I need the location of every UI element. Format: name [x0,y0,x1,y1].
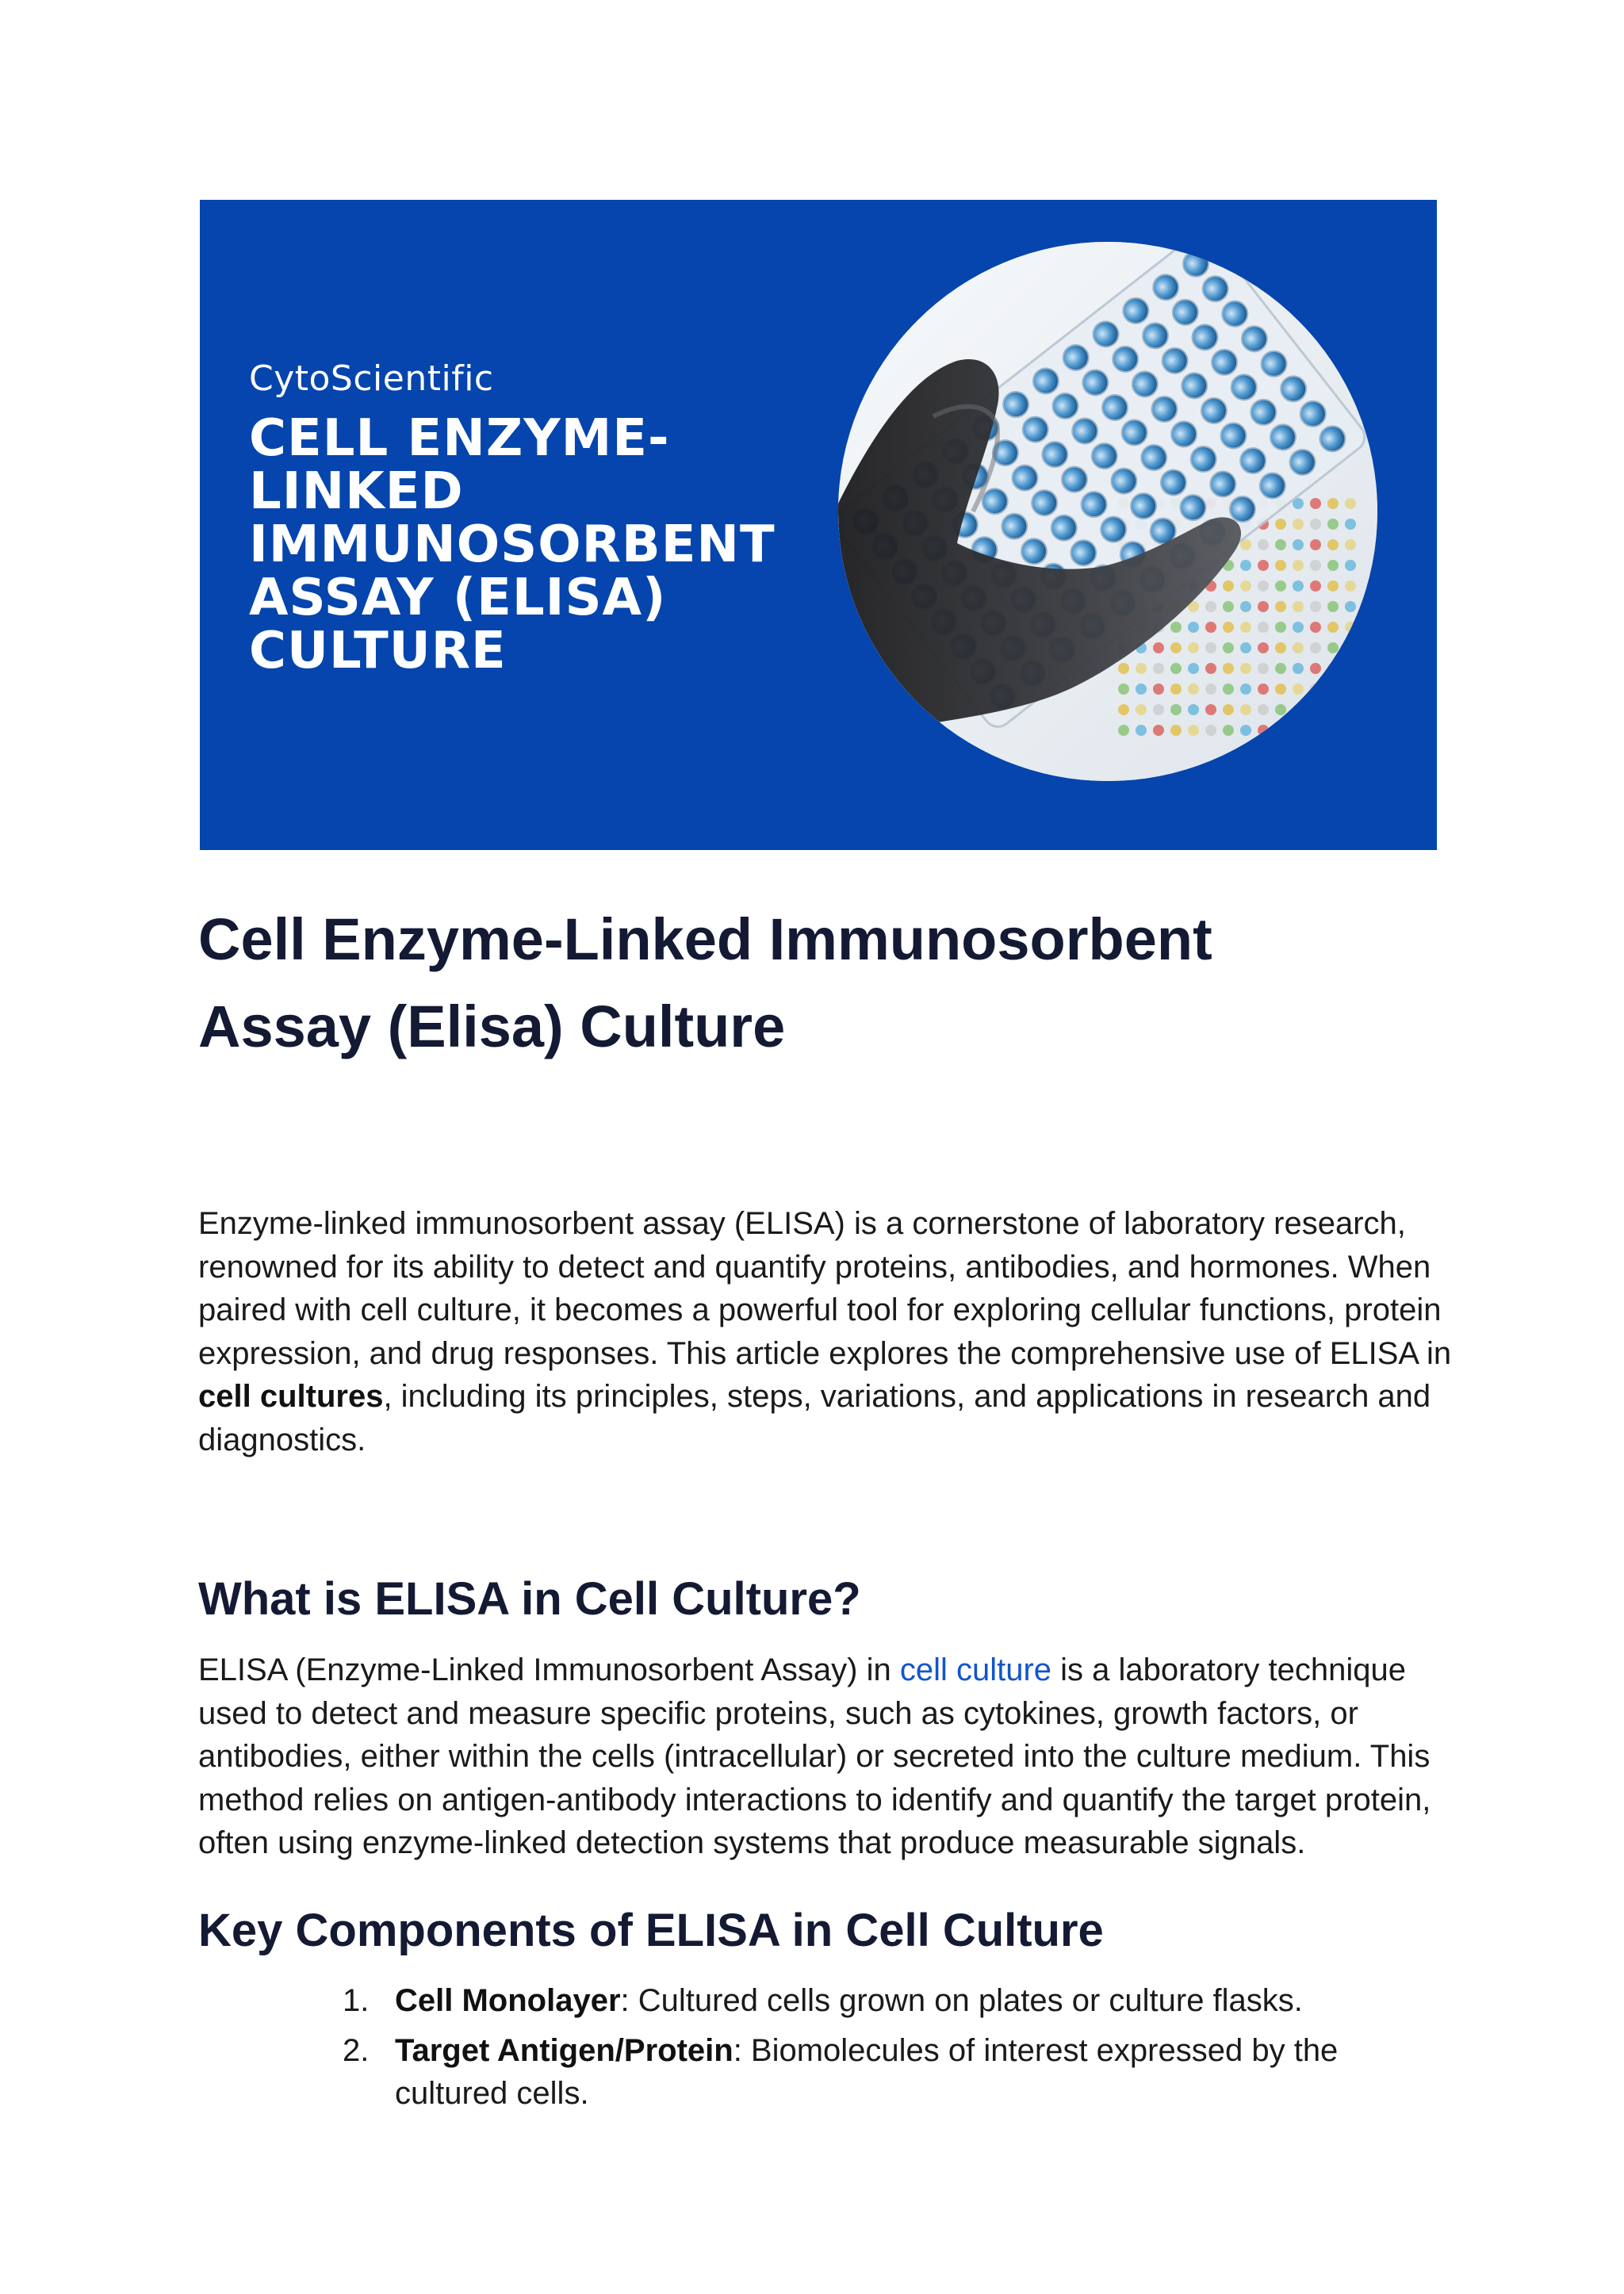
background-well [1205,622,1216,633]
background-well [1136,684,1147,695]
background-well [1205,684,1216,695]
background-well [1293,684,1304,695]
background-well [1345,725,1356,736]
background-well [1118,704,1129,715]
background-well [1275,642,1286,653]
article-title-line1: Cell Enzyme-Linked Immunosorbent [198,906,1212,972]
background-well [1345,539,1356,550]
background-well [1275,663,1286,674]
background-well [1188,622,1199,633]
background-well [1275,725,1286,736]
list-item-number: 1. [343,1983,370,2018]
background-well [1327,539,1339,550]
background-well [1293,601,1304,612]
background-well [1223,663,1234,674]
background-well [1223,601,1234,612]
background-well [1188,725,1199,736]
background-well [1205,725,1216,736]
background-well [1170,663,1182,674]
background-well [1205,601,1216,612]
key-components-list [343,1979,1421,2122]
background-well [1345,704,1356,715]
background-well [1327,642,1339,653]
background-well [1293,539,1304,550]
background-well [1118,663,1129,674]
well-plate-illustration [838,242,1377,781]
background-well [1275,580,1286,592]
banner-title-line: CULTURE [249,622,507,680]
background-well [1293,704,1304,715]
background-well [1153,642,1164,653]
list-item-description: : Biomolecules of interest expressed by the cultured cells. [395,2032,1339,2112]
list-item-term: Target Antigen/Protein [395,2032,733,2068]
background-well [1223,725,1234,736]
background-well [1293,519,1304,530]
background-well [1258,725,1269,736]
background-well [1327,663,1339,674]
background-well [1310,663,1321,674]
banner-title-line: ASSAY (ELISA) [249,569,667,627]
background-well [1223,622,1234,633]
background-well [1170,704,1182,715]
intro-text-end: , including its principles, steps, variations, and applications in research and diagnostics. [198,1379,1431,1457]
background-well [1223,704,1234,715]
banner-title-line: LINKED [249,462,464,521]
background-well [1240,580,1251,592]
background-well [1327,725,1339,736]
background-well [1275,560,1286,571]
background-well [1240,642,1251,653]
background-well [1345,601,1356,612]
section-heading-key-components: Key Components of ELISA in Cell Culture [198,1905,1104,1956]
intro-paragraph [198,1202,1459,1462]
background-well [1327,704,1339,715]
background-well [1310,725,1321,736]
background-well [1258,663,1269,674]
background-well [1170,622,1182,633]
background-well [1188,663,1199,674]
background-well [1310,684,1321,695]
background-well [1345,498,1356,509]
background-well [1345,519,1356,530]
background-well [1205,704,1216,715]
background-well [1205,663,1216,674]
background-well [1310,560,1321,571]
background-well [1240,684,1251,695]
background-well [1327,601,1339,612]
background-well [1258,622,1269,633]
background-well [1345,622,1356,633]
background-well [1327,498,1339,509]
background-well [1293,725,1304,736]
background-well [1223,684,1234,695]
background-well [1188,642,1199,653]
article-title [198,896,1435,1070]
what-text: ELISA (Enzyme-Linked Immunosorbent Assay) in [198,1653,900,1687]
background-well [1136,663,1147,674]
background-well [1258,684,1269,695]
background-well [1327,684,1339,695]
background-well [1275,539,1286,550]
background-well [1345,663,1356,674]
background-well [1118,725,1129,736]
background-well [1327,622,1339,633]
background-well [1153,704,1164,715]
background-well [1293,622,1304,633]
background-well [1345,560,1356,571]
list-item-term: Cell Monolayer [395,1983,621,2018]
hero-banner [200,200,1437,850]
list-item-description: : Cultured cells grown on plates or culture flasks. [620,1983,1303,2018]
background-well [1293,663,1304,674]
background-well [1327,519,1339,530]
well-plate-photo [838,242,1377,781]
background-well [1223,642,1234,653]
background-well [1327,580,1339,592]
background-well [1310,519,1321,530]
brand-name: CytoScientific [249,358,494,399]
what-text-end: is a laboratory technique used to detect and measure specific proteins, such as cytokines, growth factors, or antibodies, either within the cells (intracellular) or secreted into the culture medium. This method relies on antigen-antibody interactions to identify and quantify the target protein, often using enzyme-linked detection systems that produce measurable signals. [198,1653,1431,1861]
background-well [1293,560,1304,571]
background-well [1223,580,1234,592]
background-well [1258,580,1269,592]
background-well [1310,704,1321,715]
background-well [1153,663,1164,674]
background-well [1153,725,1164,736]
what-is-elisa-paragraph [198,1649,1459,1865]
list-item [343,1979,1421,2023]
background-well [1170,684,1182,695]
background-well [1240,663,1251,674]
background-well [1258,642,1269,653]
banner-title [249,409,852,680]
background-well [1188,704,1199,715]
article-title-line2: Assay (Elisa) Culture [198,994,786,1059]
background-well [1205,642,1216,653]
background-well [1258,601,1269,612]
background-well [1310,539,1321,550]
background-well [1136,725,1147,736]
intro-bold-term: cell cultures [198,1379,384,1415]
background-well [1118,684,1129,695]
background-well [1345,580,1356,592]
background-well [1275,684,1286,695]
background-well [1293,580,1304,592]
background-well [1188,684,1199,695]
background-well [1275,704,1286,715]
background-well [1310,622,1321,633]
background-well [1240,725,1251,736]
background-well [1310,642,1321,653]
background-well [1153,684,1164,695]
background-well [1310,580,1321,592]
background-well [1310,601,1321,612]
background-well [1240,601,1251,612]
background-well [1240,622,1251,633]
banner-title-line: CELL ENZYME- [249,409,670,468]
background-well [1258,560,1269,571]
background-well [1170,642,1182,653]
background-well [1240,704,1251,715]
list-item-number: 2. [343,2032,370,2068]
background-well [1240,560,1251,571]
background-well [1258,704,1269,715]
section-heading-what-is-elisa: What is ELISA in Cell Culture? [198,1573,861,1625]
background-well [1327,560,1339,571]
background-well [1170,725,1182,736]
background-well [1136,704,1147,715]
background-well [1275,519,1286,530]
banner-title-line: IMMUNOSORBENT [249,515,776,574]
background-well [1293,642,1304,653]
background-well [1310,498,1321,509]
background-well [1345,684,1356,695]
background-well [1275,601,1286,612]
cell-culture-link[interactable]: cell culture [899,1653,1052,1687]
background-well [1258,539,1269,550]
list-item [343,2029,1421,2116]
background-well [1345,642,1356,653]
intro-text: Enzyme-linked immunosorbent assay (ELISA) is a cornerstone of laboratory research, renowned for its ability to detect and quantify proteins, antibodies, and hormones. When paired with cell culture, it becomes a powerful tool for exploring cellular functions, protein expression, and drug responses. This article explores the comprehensive use of ELISA in [198,1206,1452,1371]
background-well [1275,622,1286,633]
